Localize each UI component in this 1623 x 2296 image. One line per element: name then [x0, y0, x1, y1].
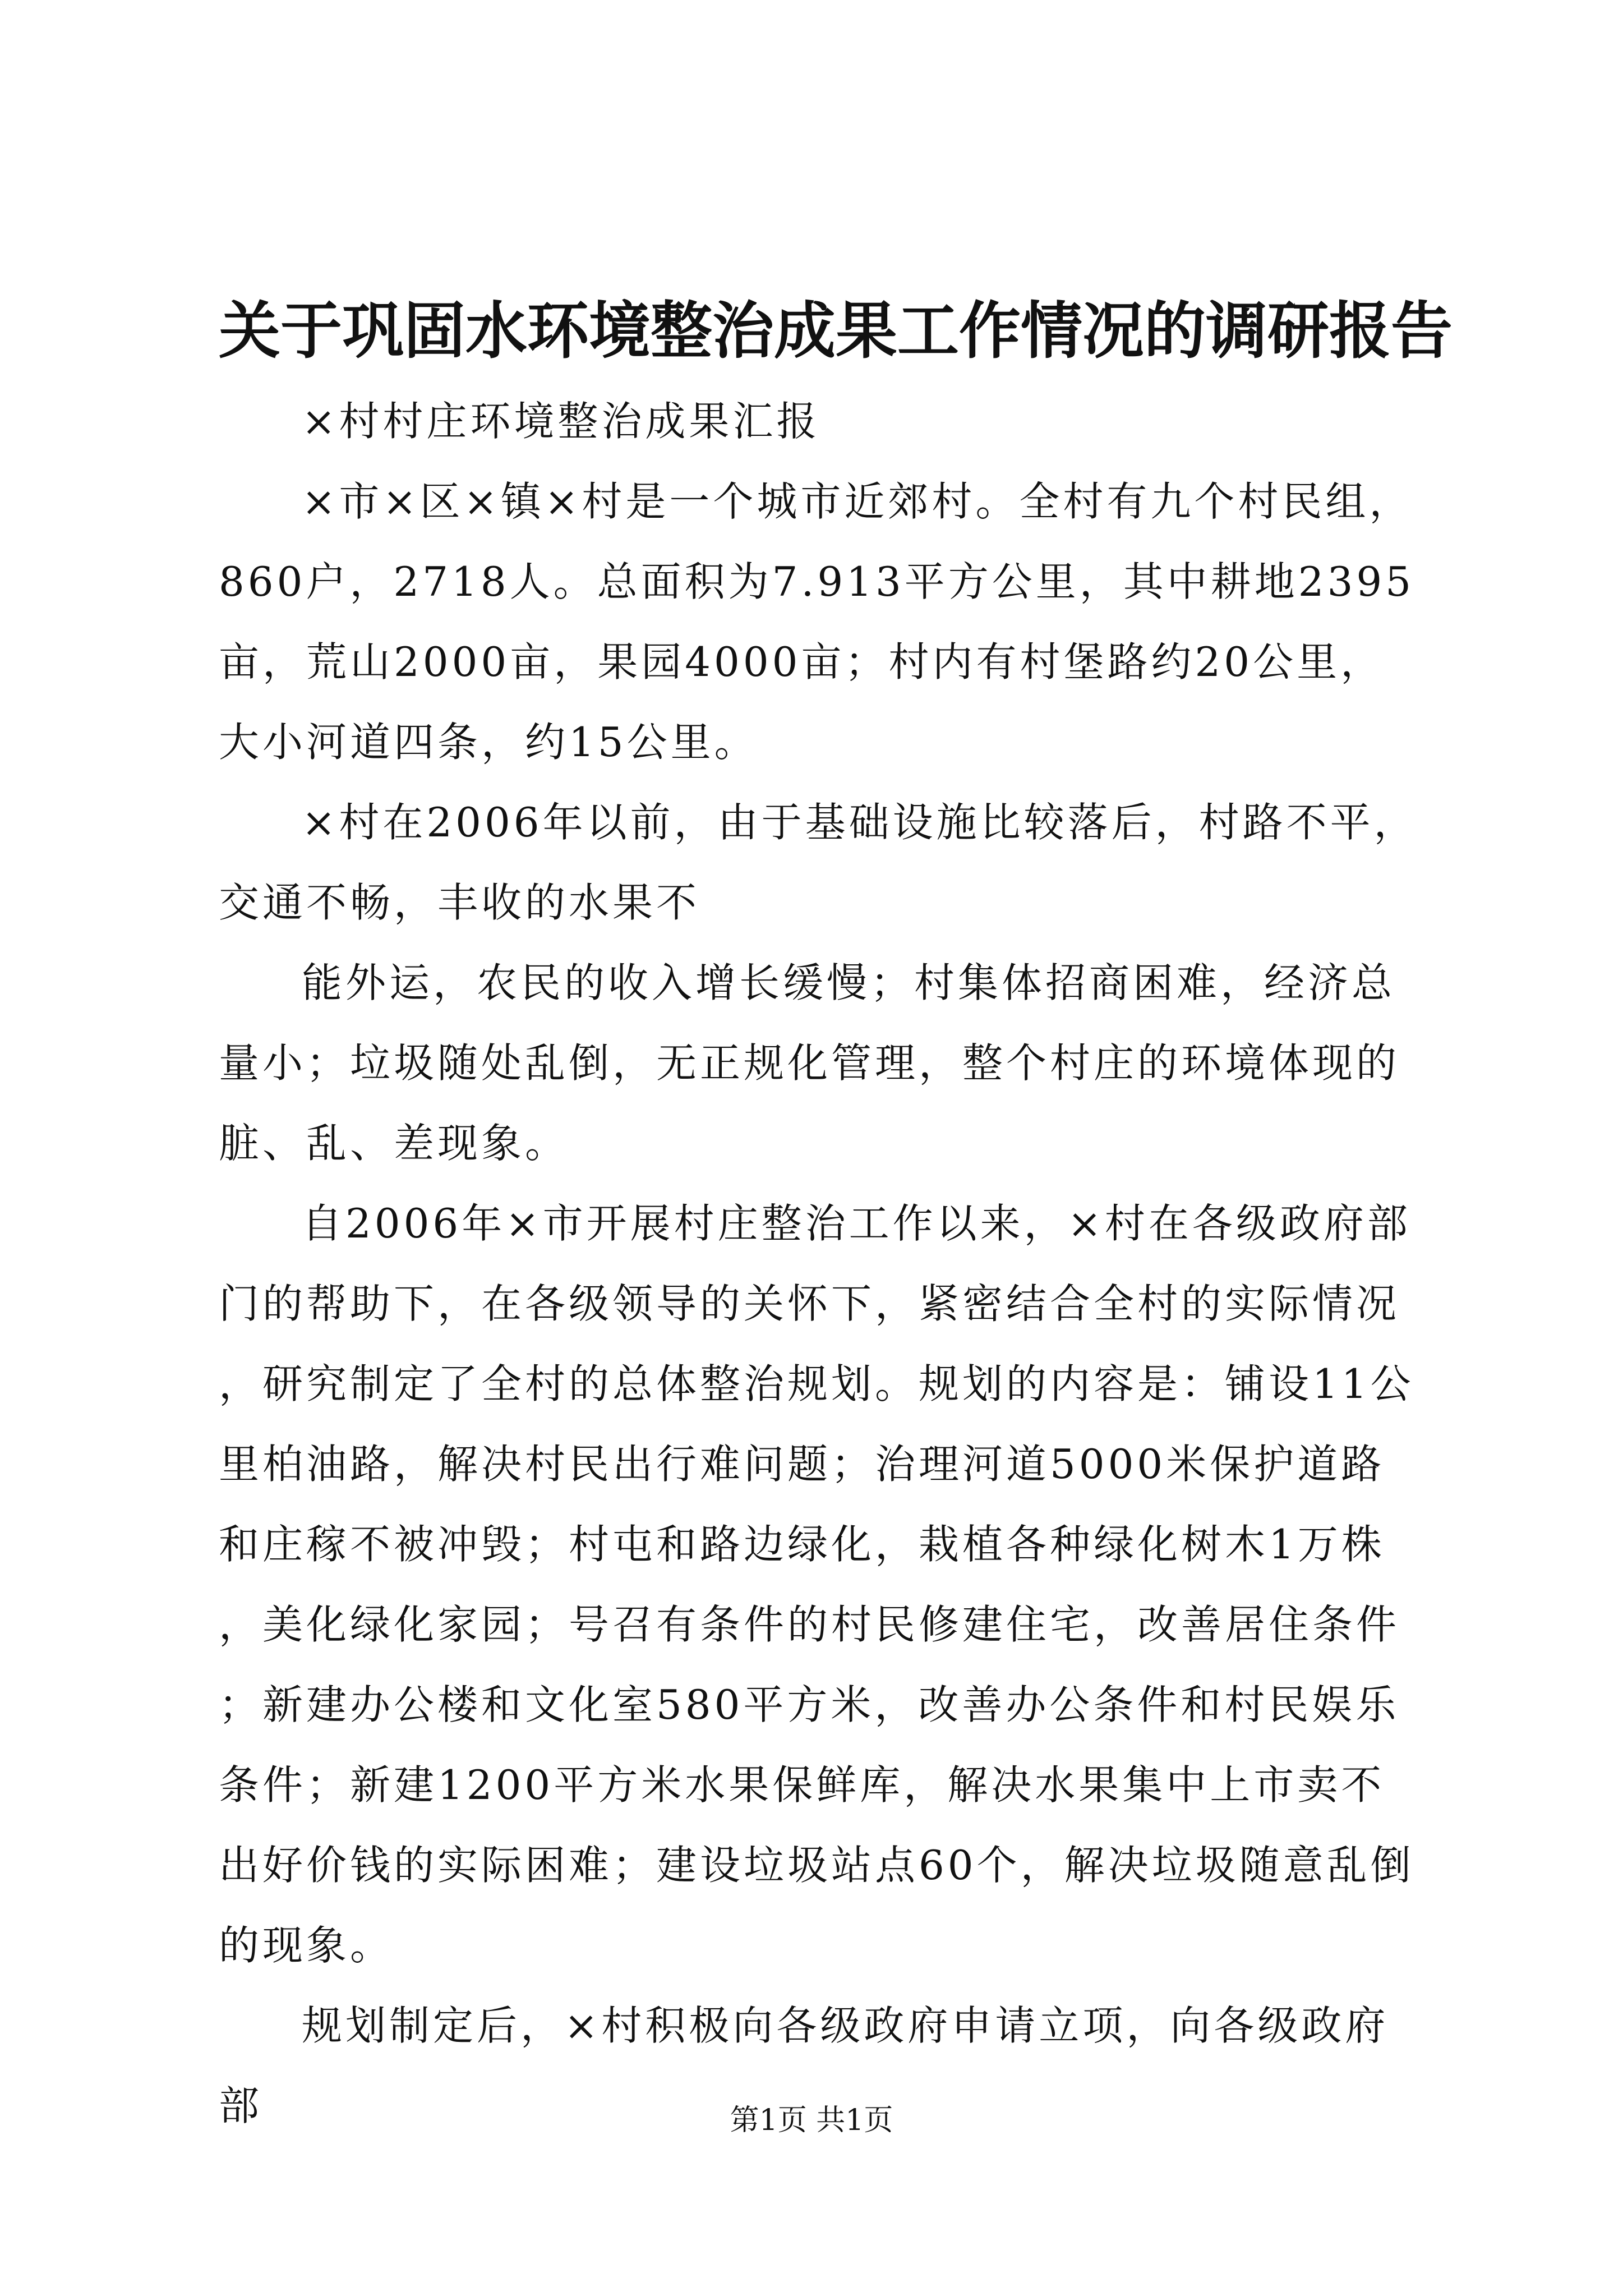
page-footer: 第1页 共1页: [730, 2104, 893, 2137]
paragraph-subtitle: ×村村庄环境整治成果汇报: [302, 398, 820, 445]
paragraph-plan: 自2006年×市开展村庄整治工作以来，×村在各级政府部门的帮助下，在各级领导的关怀下，紧密结合全村的实际情况，研究制定了全村的总体整治规划。规划的内容是：铺设11公里柏油路，解决村民出行难问题；治理河道5000米保护道路和庄稼不被冲毁；村屯和路边绿化，栽植各种绿化树木1万株，美化绿化家园；号召有条件的村民修建住宅，改善居住条件；新建办公楼和文化室580平方米，改善办公条件和村民娱乐条件；新建1200平方米水果保鲜库，解决水果集中上市卖不出好价钱的实际困难；建设垃圾站点60个，解决垃圾随意乱倒的现象。: [219, 1200, 1414, 1969]
paragraph-after-plan: 规划制定后，×村积极向各级政府申请立项，向各级政府部: [219, 2002, 1389, 2129]
document-title: 关于巩固水环境整治成果工作情况的调研报告: [219, 295, 1453, 367]
paragraph-before-2006: ×村在2006年以前，由于基础设施比较落后，村路不平，交通不畅，丰收的水果不: [219, 799, 1418, 926]
paragraph-problems: 能外运，农民的收入增长缓慢；村集体招商困难，经济总量小；垃圾随处乱倒，无正规化管理，整个村庄的环境体现的脏、乱、差现象。: [219, 959, 1400, 1167]
paragraph-village-overview: ×市×区×镇×村是一个城市近郊村。全村有九个村民组，860户，2718人。总面积为7.913平方公里，其中耕地2395亩，荒山2000亩，果园4000亩；村内有村堡路约20公里，大小河道四条，约15公里。: [219, 478, 1415, 766]
document-body: [219, 381, 1419, 2146]
